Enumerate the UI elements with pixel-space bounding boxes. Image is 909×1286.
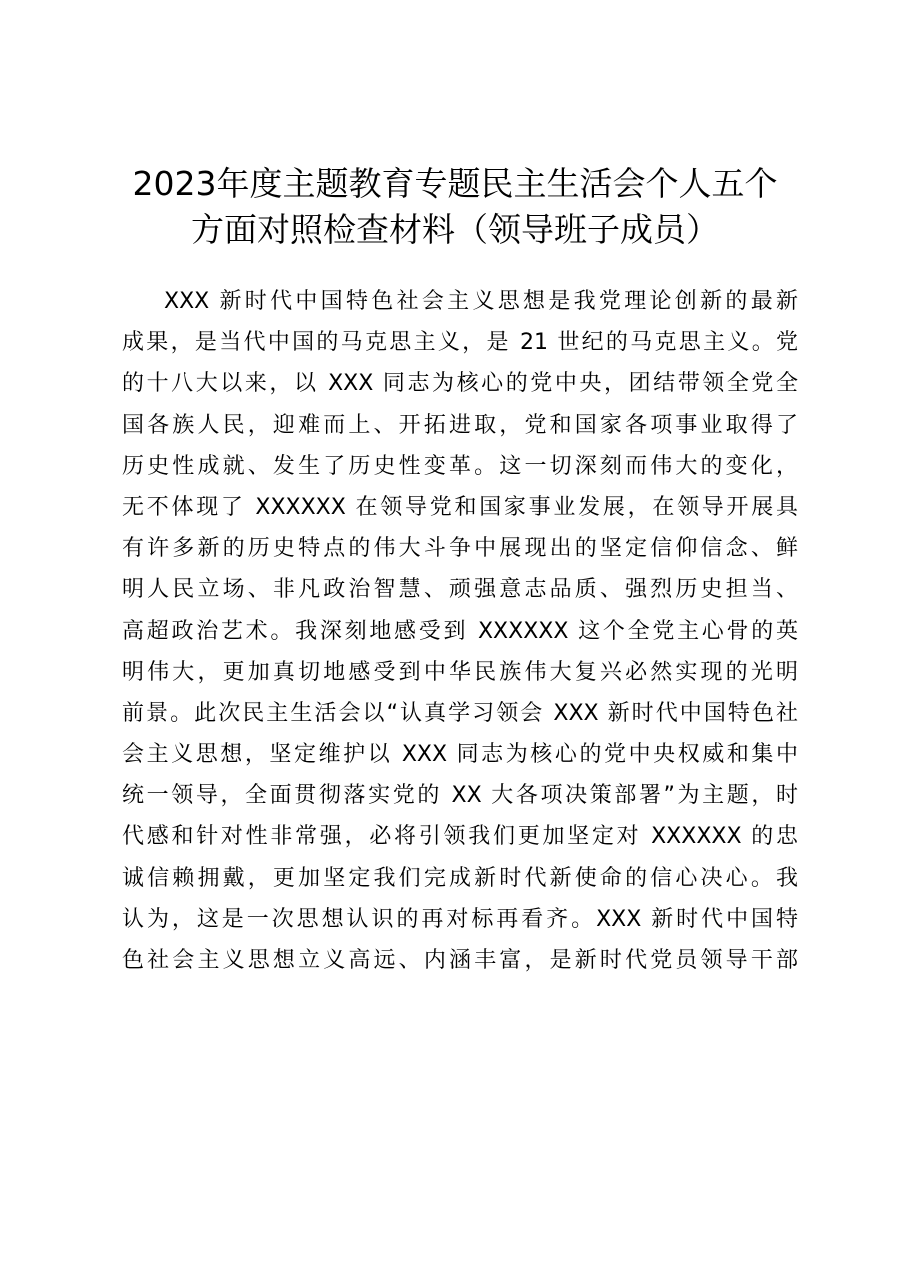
paragraph-line: 认为，这是一次思想认识的再对标再看齐。XXX 新时代中国特 [122, 906, 798, 932]
paragraph-line: 高超政治艺术。我深刻地感受到 XXXXXX 这个全党主心骨的英 [122, 618, 798, 644]
paragraph-line: 前景。此次民主生活会以“认真学习领会 XXX 新时代中国特色社 [122, 700, 798, 726]
document-title [110, 161, 800, 253]
paragraph-line: 的十八大以来，以 XXX 同志为核心的党中央，团结带领全党全 [122, 371, 798, 397]
paragraph-line: 历史性成就、发生了历史性变革。这一切深刻而伟大的变化， [122, 453, 798, 479]
paragraph-line: 成果，是当代中国的马克思主义，是 21 世纪的马克思主义。党 [122, 330, 798, 356]
paragraph-line: 明人民立场、非凡政治智慧、顽强意志品质、强烈历史担当、 [122, 577, 798, 603]
paragraph-line: 有许多新的历史特点的伟大斗争中展现出的坚定信仰信念、鲜 [122, 536, 798, 562]
title-line-2: 方面对照检查材料（领导班子成员） [191, 210, 719, 249]
paragraph-line: XXX 新时代中国特色社会主义思想是我党理论创新的最新 [164, 289, 798, 314]
paragraph-line: 国各族人民，迎难而上、开拓进取，党和国家各项事业取得了 [122, 412, 798, 438]
body-paragraph [122, 281, 798, 981]
paragraph-line: 诚信赖拥戴，更加坚定我们完成新时代新使命的信心决心。我 [122, 865, 798, 891]
paragraph-line: 会主义思想，坚定维护以 XXX 同志为核心的党中央权威和集中 [122, 742, 798, 768]
paragraph-line: 代感和针对性非常强，必将引领我们更加坚定对 XXXXXX 的忠 [122, 824, 798, 850]
paragraph-line: 无不体现了 XXXXXX 在领导党和国家事业发展，在领导开展具 [122, 494, 798, 520]
paragraph-line: 色社会主义思想立义高远、内涵丰富，是新时代党员领导干部 [122, 948, 798, 973]
paragraph-line: 统一领导，全面贯彻落实党的 XX 大各项决策部署”为主题，时 [122, 783, 798, 809]
paragraph-line: 明伟大，更加真切地感受到中华民族伟大复兴必然实现的光明 [122, 659, 798, 685]
title-line-1: 2023年度主题教育专题民主生活会个人五个 [132, 164, 778, 203]
